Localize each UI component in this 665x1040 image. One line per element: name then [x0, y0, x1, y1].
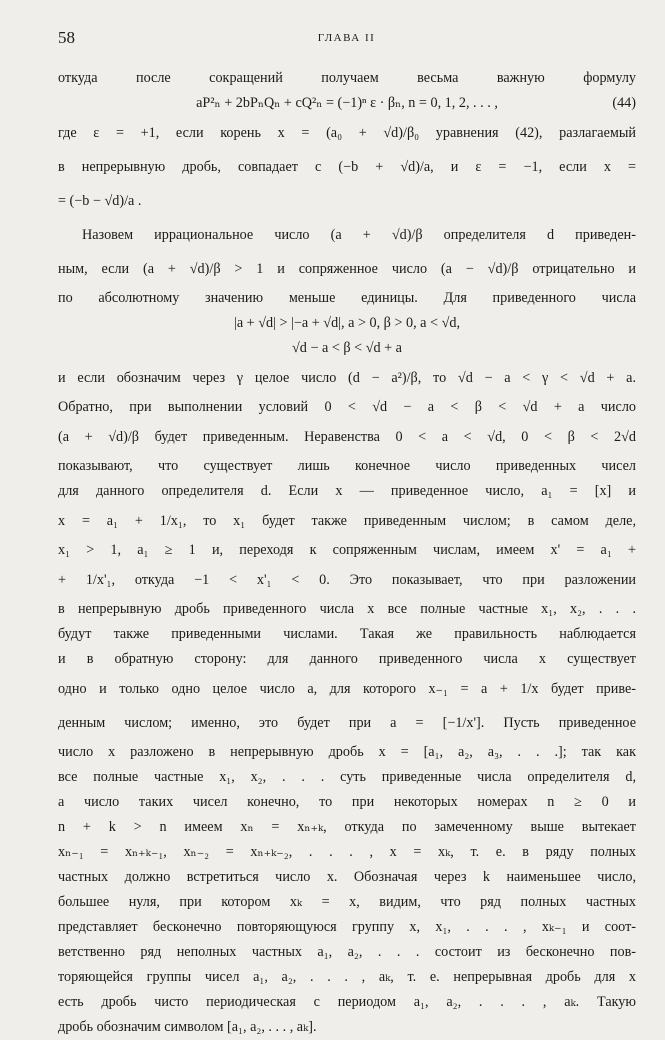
- text-line: ветственно ряд неполных частных a₁, a₂, . . . состоит из бесконечно пов-: [58, 944, 636, 960]
- chapter-title: ГЛАВА II: [317, 32, 376, 44]
- text-line: будут также приведенными числами. Такая же правильность наблюдается: [58, 626, 636, 642]
- text-line: и в обратную сторону: для данного приведенного числа x существует: [58, 651, 636, 667]
- text-line: все полные частные x₁, x₂, . . . суть приведенные числа определителя d,: [58, 769, 636, 785]
- text-line: n + k > n имеем xₙ = xₙ₊ₖ, откуда по замеченному выше вытекает: [58, 819, 636, 835]
- text-line: + 1/x'₁, откуда −1 < x'₁ < 0. Это показывает, что при разложении: [58, 572, 636, 588]
- text-line: xₙ₋₁ = xₙ₊ₖ₋₁, xₙ₋₂ = xₙ₊ₖ₋₂, . . . , x = xₖ, т. е. в ряду полных: [58, 844, 636, 860]
- page-number: 58: [58, 28, 75, 47]
- text-line: = (−b − √d)/a .: [58, 193, 142, 209]
- page-header: [58, 28, 635, 48]
- text-line: есть дробь чисто периодическая с периодом a₁, a₂, . . . , aₖ. Такую: [58, 994, 636, 1010]
- text-line: x = a₁ + 1/x₁, то x₁ будет также приведенным числом; в самом деле,: [58, 513, 636, 529]
- text-line: частных должно встретиться число x. Обозначая через k наименьшее число,: [58, 869, 636, 885]
- text-line: представляет бесконечно повторяющуюся группу x, x₁, . . . , xₖ₋₁ и соот-: [58, 919, 636, 935]
- text-line: денным числом; именно, это будет при a = [−1/x']. Пусть приведенное: [58, 715, 636, 731]
- text-line: для данного определителя d. Если x — приведенное число, a₁ = [x] и: [58, 483, 636, 499]
- equation-number: (44): [612, 95, 636, 111]
- text-line: дробь обозначим символом [a₁, a₂, . . . , aₖ].: [58, 1019, 317, 1035]
- text-line: x₁ > 1, a₁ ≥ 1 и, переходя к сопряженным числам, имеем x' = a₁ +: [58, 542, 636, 558]
- display-formula: √d − a < β < √d + a: [292, 340, 402, 356]
- page-body: [58, 66, 636, 1040]
- formula-44: [58, 91, 636, 116]
- text-line: где ε = +1, если корень x = (a₀ + √d)/β₀ уравнения (42), разлагаемый: [58, 125, 636, 141]
- text-line: и если обозначим через γ целое число (d − a²)/β, то √d − a < γ < √d + a.: [58, 370, 636, 386]
- text-line: откуда после сокращений получаем весьма важную формулу: [58, 70, 636, 86]
- text-line: число x разложено в непрерывную дробь x = [a₁, a₂, a₃, . . .]; так как: [58, 744, 636, 760]
- display-formula: |a + √d| > |−a + √d|, a > 0, β > 0, a < √d,: [234, 315, 460, 331]
- text-line: ным, если (a + √d)/β > 1 и сопряженное число (a − √d)/β отрицательно и: [58, 261, 636, 277]
- text-line: одно и только одно целое число a, для которого x₋₁ = a + 1/x будет приве-: [58, 681, 636, 697]
- text-line: в непрерывную дробь, совпадает с (−b + √d)/a, и ε = −1, если x =: [58, 159, 636, 175]
- text-line: в непрерывную дробь приведенного числа x все полные частные x₁, x₂, . . .: [58, 601, 636, 617]
- text-line: а число таких чисел конечно, то при некоторых номерах n ≥ 0 и: [58, 794, 636, 810]
- text-line: показывают, что существует лишь конечное число приведенных чисел: [58, 458, 636, 474]
- text-line: (a + √d)/β будет приведенным. Неравенства 0 < a < √d, 0 < β < 2√d: [58, 429, 636, 445]
- formula-text: aP²ₙ + 2bPₙQₙ + cQ²ₙ = (−1)ⁿ ε · βₙ, n = 0, 1, 2, . . . ,: [196, 95, 498, 111]
- text-line: большее нуля, при котором xₖ = x, видим, что ряд полных частных: [58, 894, 636, 910]
- paragraph-start: Назовем иррациональное число (a + √d)/β определителя d приведен-: [82, 227, 636, 243]
- text-line: Обратно, при выполнении условий 0 < √d − a < β < √d + a число: [58, 399, 636, 415]
- text-line: по абсолютному значению меньше единицы. Для приведенного числа: [58, 290, 636, 306]
- text-line: торяющейся группы чисел a₁, a₂, . . . , aₖ, т. е. непрерывная дробь для x: [58, 969, 636, 985]
